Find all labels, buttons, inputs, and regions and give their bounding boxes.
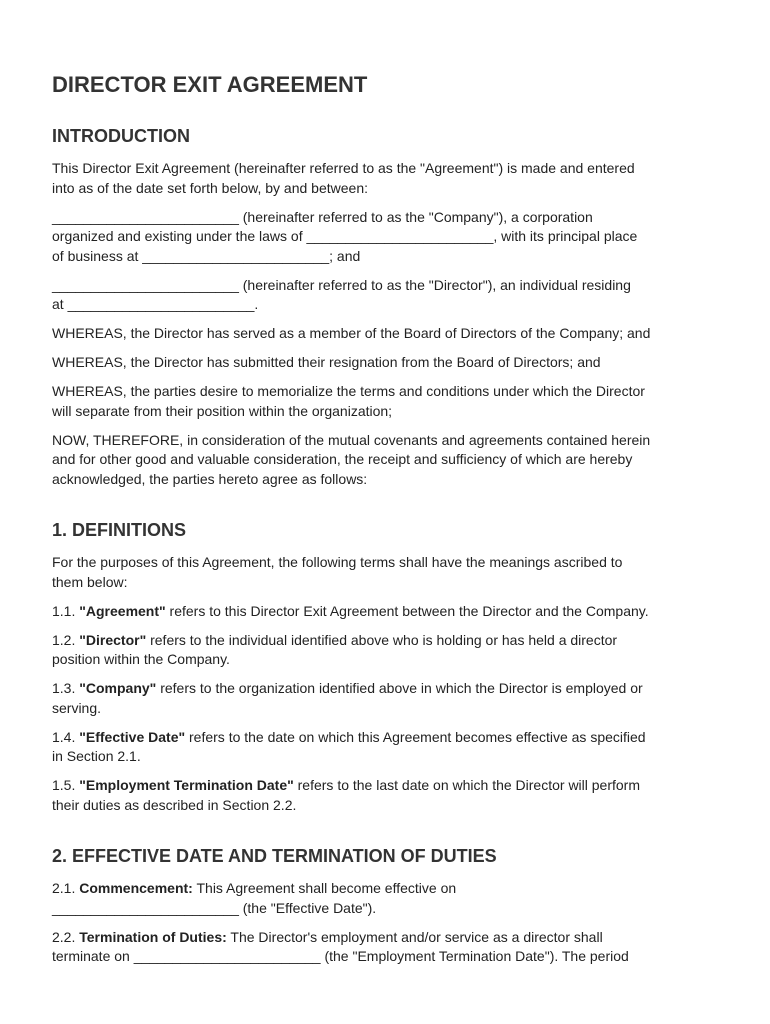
clause-number: 1.1. — [52, 602, 76, 619]
now-line-1: NOW, THEREFORE, in consideration of the mutual covenants and agreements contained herein — [52, 431, 651, 448]
definition-text-continued: position within the Company. — [52, 651, 230, 667]
introduction-heading: INTRODUCTION — [52, 126, 190, 146]
director-party-paragraph — [52, 276, 718, 315]
document-title: DIRECTOR EXIT AGREEMENT — [52, 72, 368, 97]
clause-commencement — [52, 879, 718, 918]
clause-text-continued: ________________________ (the "Effective Date"). — [52, 899, 377, 916]
clause-term: Termination of Duties: — [79, 928, 227, 945]
defined-term: "Company" — [79, 680, 157, 696]
definition-employment-termination-date — [52, 776, 718, 815]
definition-director — [52, 631, 718, 670]
definition-effective-date — [52, 728, 718, 767]
whereas-clause-2 — [52, 353, 718, 373]
clause-text-continued: terminate on ________________________ (the "Employment Termination Date"). The period — [52, 948, 629, 964]
now-line-2: and for other good and valuable consideration, the receipt and sufficiency of which are hereby — [52, 451, 633, 467]
defined-term: "Effective Date" — [79, 728, 186, 745]
intro-paragraph — [52, 159, 718, 198]
clause-number: 1.3. — [52, 680, 76, 696]
clause-term: Commencement: — [79, 880, 193, 896]
clause-termination-of-duties — [52, 928, 718, 967]
company-line-2: organized and existing under the laws of ________________________, with its principal place — [52, 228, 638, 244]
document-page — [52, 70, 718, 976]
definition-text-continued: in Section 2.1. — [52, 748, 141, 764]
company-line-3: of business at ________________________; and — [52, 247, 361, 264]
whereas-clause-3 — [52, 382, 718, 421]
now-therefore-clause — [52, 431, 718, 490]
intro-line-2: into as of the date set forth below, by and between: — [52, 179, 368, 196]
definitions-lead-line-1: For the purposes of this Agreement, the following terms shall have the meanings ascribed to — [52, 554, 623, 570]
company-party-paragraph — [52, 208, 718, 267]
defined-term: "Employment Termination Date" — [79, 777, 294, 793]
whereas-clause-1 — [52, 324, 718, 344]
clause-text: This Agreement shall become effective on — [196, 880, 457, 896]
definition-text-continued: serving. — [52, 699, 102, 716]
definition-text: refers to the last date on which the Director will perform — [297, 777, 641, 793]
whereas-1-text: WHEREAS, the Director has served as a member of the Board of Directors of the Company; and — [52, 325, 651, 341]
definitions-lead — [52, 553, 718, 592]
clause-text: The Director's employment and/or service as a director shall — [230, 928, 603, 945]
effective-date-heading: 2. EFFECTIVE DATE AND TERMINATION OF DUTIES — [52, 846, 497, 866]
director-line-2: at ________________________. — [52, 296, 259, 312]
defined-term: "Director" — [79, 631, 147, 648]
definition-agreement — [52, 602, 718, 622]
clause-number: 2.2. — [52, 928, 76, 945]
whereas-2-text: WHEREAS, the Director has submitted their resignation from the Board of Directors; and — [52, 354, 601, 370]
defined-term: "Agreement" — [79, 602, 166, 619]
definitions-heading: 1. DEFINITIONS — [52, 520, 187, 540]
intro-line-1: This Director Exit Agreement (hereinafter referred to as the "Agreement") is made and entered — [52, 160, 635, 176]
definition-text: refers to the organization identified above in which the Director is employed or — [160, 680, 643, 696]
clause-number: 2.1. — [52, 880, 76, 896]
now-line-3: acknowledged, the parties hereto agree as follows: — [52, 470, 368, 487]
definition-text: refers to the individual identified above who is holding or has held a director — [150, 631, 618, 648]
definition-text-continued: their duties as described in Section 2.2. — [52, 796, 297, 813]
clause-number: 1.4. — [52, 728, 76, 745]
whereas-3-line-1: WHEREAS, the parties desire to memorialize the terms and conditions under which the Director — [52, 383, 645, 399]
director-line-1: ________________________ (hereinafter referred to as the "Director"), an individual residing — [52, 276, 631, 293]
company-line-1: ________________________ (hereinafter referred to as the "Company"), a corporation — [52, 208, 593, 225]
whereas-3-line-2: will separate from their position within the organization; — [52, 402, 393, 419]
definition-text: refers to the date on which this Agreement becomes effective as specified — [189, 728, 646, 745]
definition-company — [52, 679, 718, 718]
clause-number: 1.5. — [52, 777, 76, 793]
clause-number: 1.2. — [52, 631, 76, 648]
definitions-lead-line-2: them below: — [52, 573, 128, 590]
definition-text: refers to this Director Exit Agreement between the Director and the Company. — [169, 602, 649, 619]
